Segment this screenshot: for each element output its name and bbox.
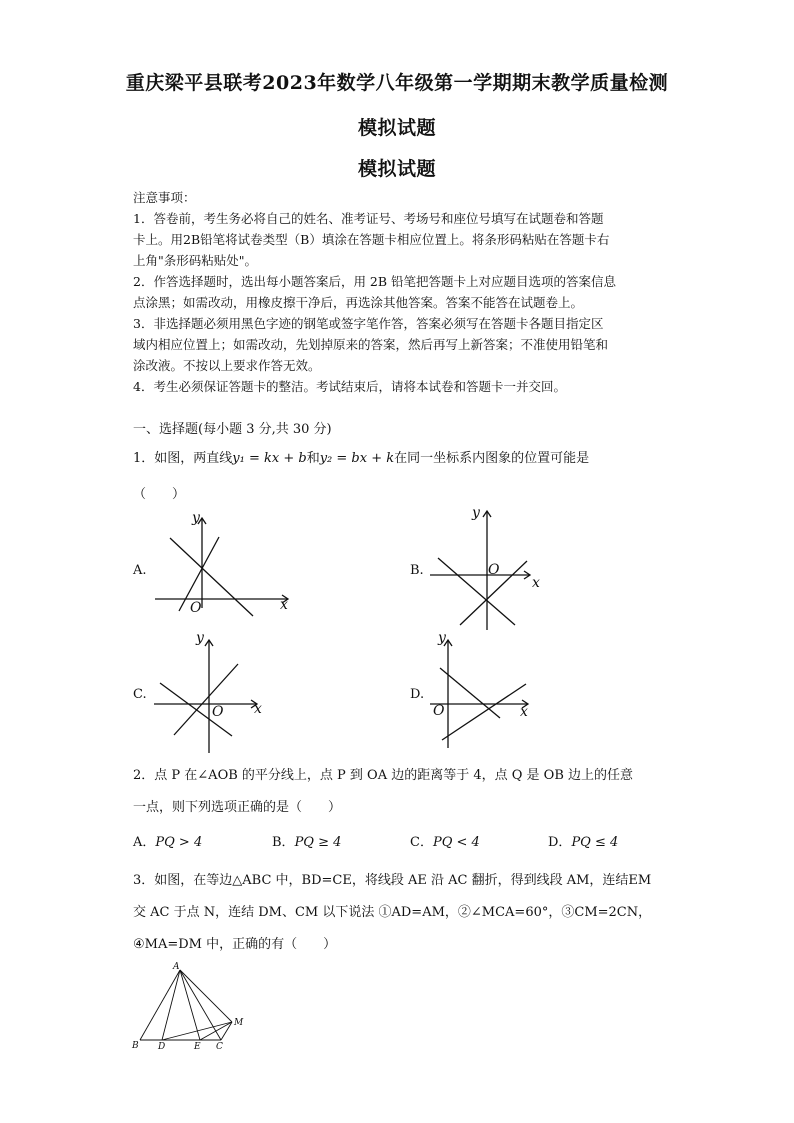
notice-line: 卡上。用2B铅笔将试卷类型（B）填涂在答题卡相应位置上。将条形码粘贴在答题卡右 [133,232,610,247]
x-axis-label: x [532,575,540,591]
point-a-label: A [173,962,180,972]
choice-expr: PQ ≥ 4 [294,835,342,850]
choice-expr: PQ > 4 [155,835,203,850]
q1-suffix: 在同一坐标系内图象的位置可能是 [394,451,590,466]
choice-expr: PQ ≤ 4 [571,835,619,850]
notice-line: 点涂黑；如需改动，用橡皮擦干净后，再选涂其他答案。答案不能答在试题卷上。 [133,295,584,310]
option-a-graph [150,508,300,618]
graph-line-2 [442,684,526,740]
question-1-paren: （ ） [133,487,186,502]
graph-line-1 [438,558,515,625]
q1-mid: 和 [306,451,320,466]
question-3-line3: ④MA=DM 中，正确的有（ ） [133,937,337,952]
notice-line: 上角"条形码粘贴处"。 [133,253,257,268]
q2-choice-d [548,831,618,850]
notice-line: 4．考生必须保证答题卡的整洁。考试结束后，请将本试卷和答题卡一并交回。 [133,379,566,394]
q1-prefix: 1．如图，两直线 [133,451,233,466]
y-axis-label: y [472,505,480,521]
option-d-graph [428,628,553,758]
notice-line: 涂改液。不按以上要求作答无效。 [133,358,321,373]
page-subtitle: 模拟试题 [357,117,436,139]
segment-ad [162,970,180,1040]
q2-choice-a [133,831,202,850]
segment-dm [162,1022,232,1040]
option-d-label: D. [410,687,425,702]
q3-triangle-figure [128,960,258,1055]
notice-line: 域内相应位置上；如需改动，先划掉原来的答案，然后再写上新答案；不准使用铅笔和 [133,337,609,352]
x-axis-label: x [520,704,528,720]
segment-em [200,1022,232,1040]
question-3-line2: 交 AC 于点 N，连结 DM、CM 以下说法 ①AD=AM，②∠MCA=60°，③CM=2CN， [133,905,652,920]
point-m-label: M [234,1018,244,1028]
origin-label: O [212,704,224,720]
origin-label: O [488,562,500,578]
choice-expr: PQ < 4 [432,835,480,850]
y-axis-label: y [438,630,446,646]
question-2-line2: 一点，则下列选项正确的是（ ） [133,800,342,815]
q1-eq1: y₁ = kx + b [232,451,307,466]
segment-ab [140,970,180,1040]
choice-label: A． [133,835,156,850]
graph-line-1 [174,664,238,735]
option-a-label: A. [133,563,147,578]
notice-line: 1．答卷前，考生务必将自己的姓名、准考证号、考场号和座位号填写在试题卷和答题 [133,211,604,226]
q1-eq2: y₂ = bx + k [319,451,395,466]
section-heading: 一、选择题(每小题 3 分,共 30 分) [133,422,332,437]
choice-label: C． [410,835,433,850]
choice-label: D． [548,835,572,850]
notice-heading: 注意事项： [133,190,196,205]
point-c-label: C [216,1042,223,1052]
question-1-stem [133,447,589,466]
x-axis-label: x [280,597,288,613]
option-b-graph [430,503,560,633]
point-d-label: D [158,1042,166,1052]
question-3-line1: 3．如图，在等边△ABC 中，BD=CE，将线段 AE 沿 AC 翻折，得到线段 AM，连结EM [133,873,652,888]
notice-line: 2．作答选择题时，选出每小题答案后，用 2B 铅笔把答题卡上对应题目选项的答案信息 [133,274,617,289]
choice-label: B． [272,835,295,850]
option-c-label: C. [133,687,147,702]
notice-line: 3．非选择题必须用黑色字迹的钢笔或签字笔作答，答案必须写在答题卡各题目指定区 [133,316,604,331]
y-axis-label: y [196,630,204,646]
graph-line-1 [440,668,500,718]
option-c-graph [152,628,277,758]
option-b-label: B. [410,563,424,578]
q2-choice-b [272,831,341,850]
page-subtitle-repeat: 模拟试题 [357,158,436,180]
origin-label: O [190,600,202,616]
y-axis-label: y [192,510,200,526]
point-e-label: E [194,1042,201,1052]
q2-choice-c [410,831,480,850]
origin-label: O [433,703,445,719]
point-b-label: B [132,1041,139,1051]
question-2-line1: 2．点 P 在∠AOB 的平分线上，点 P 到 OA 边的距离等于 4，点 Q 是 OB 边上的任意 [133,768,634,783]
page-title: 重庆梁平县联考2023年数学八年级第一学期期末教学质量检测 [125,72,669,94]
x-axis-label: x [254,701,262,717]
